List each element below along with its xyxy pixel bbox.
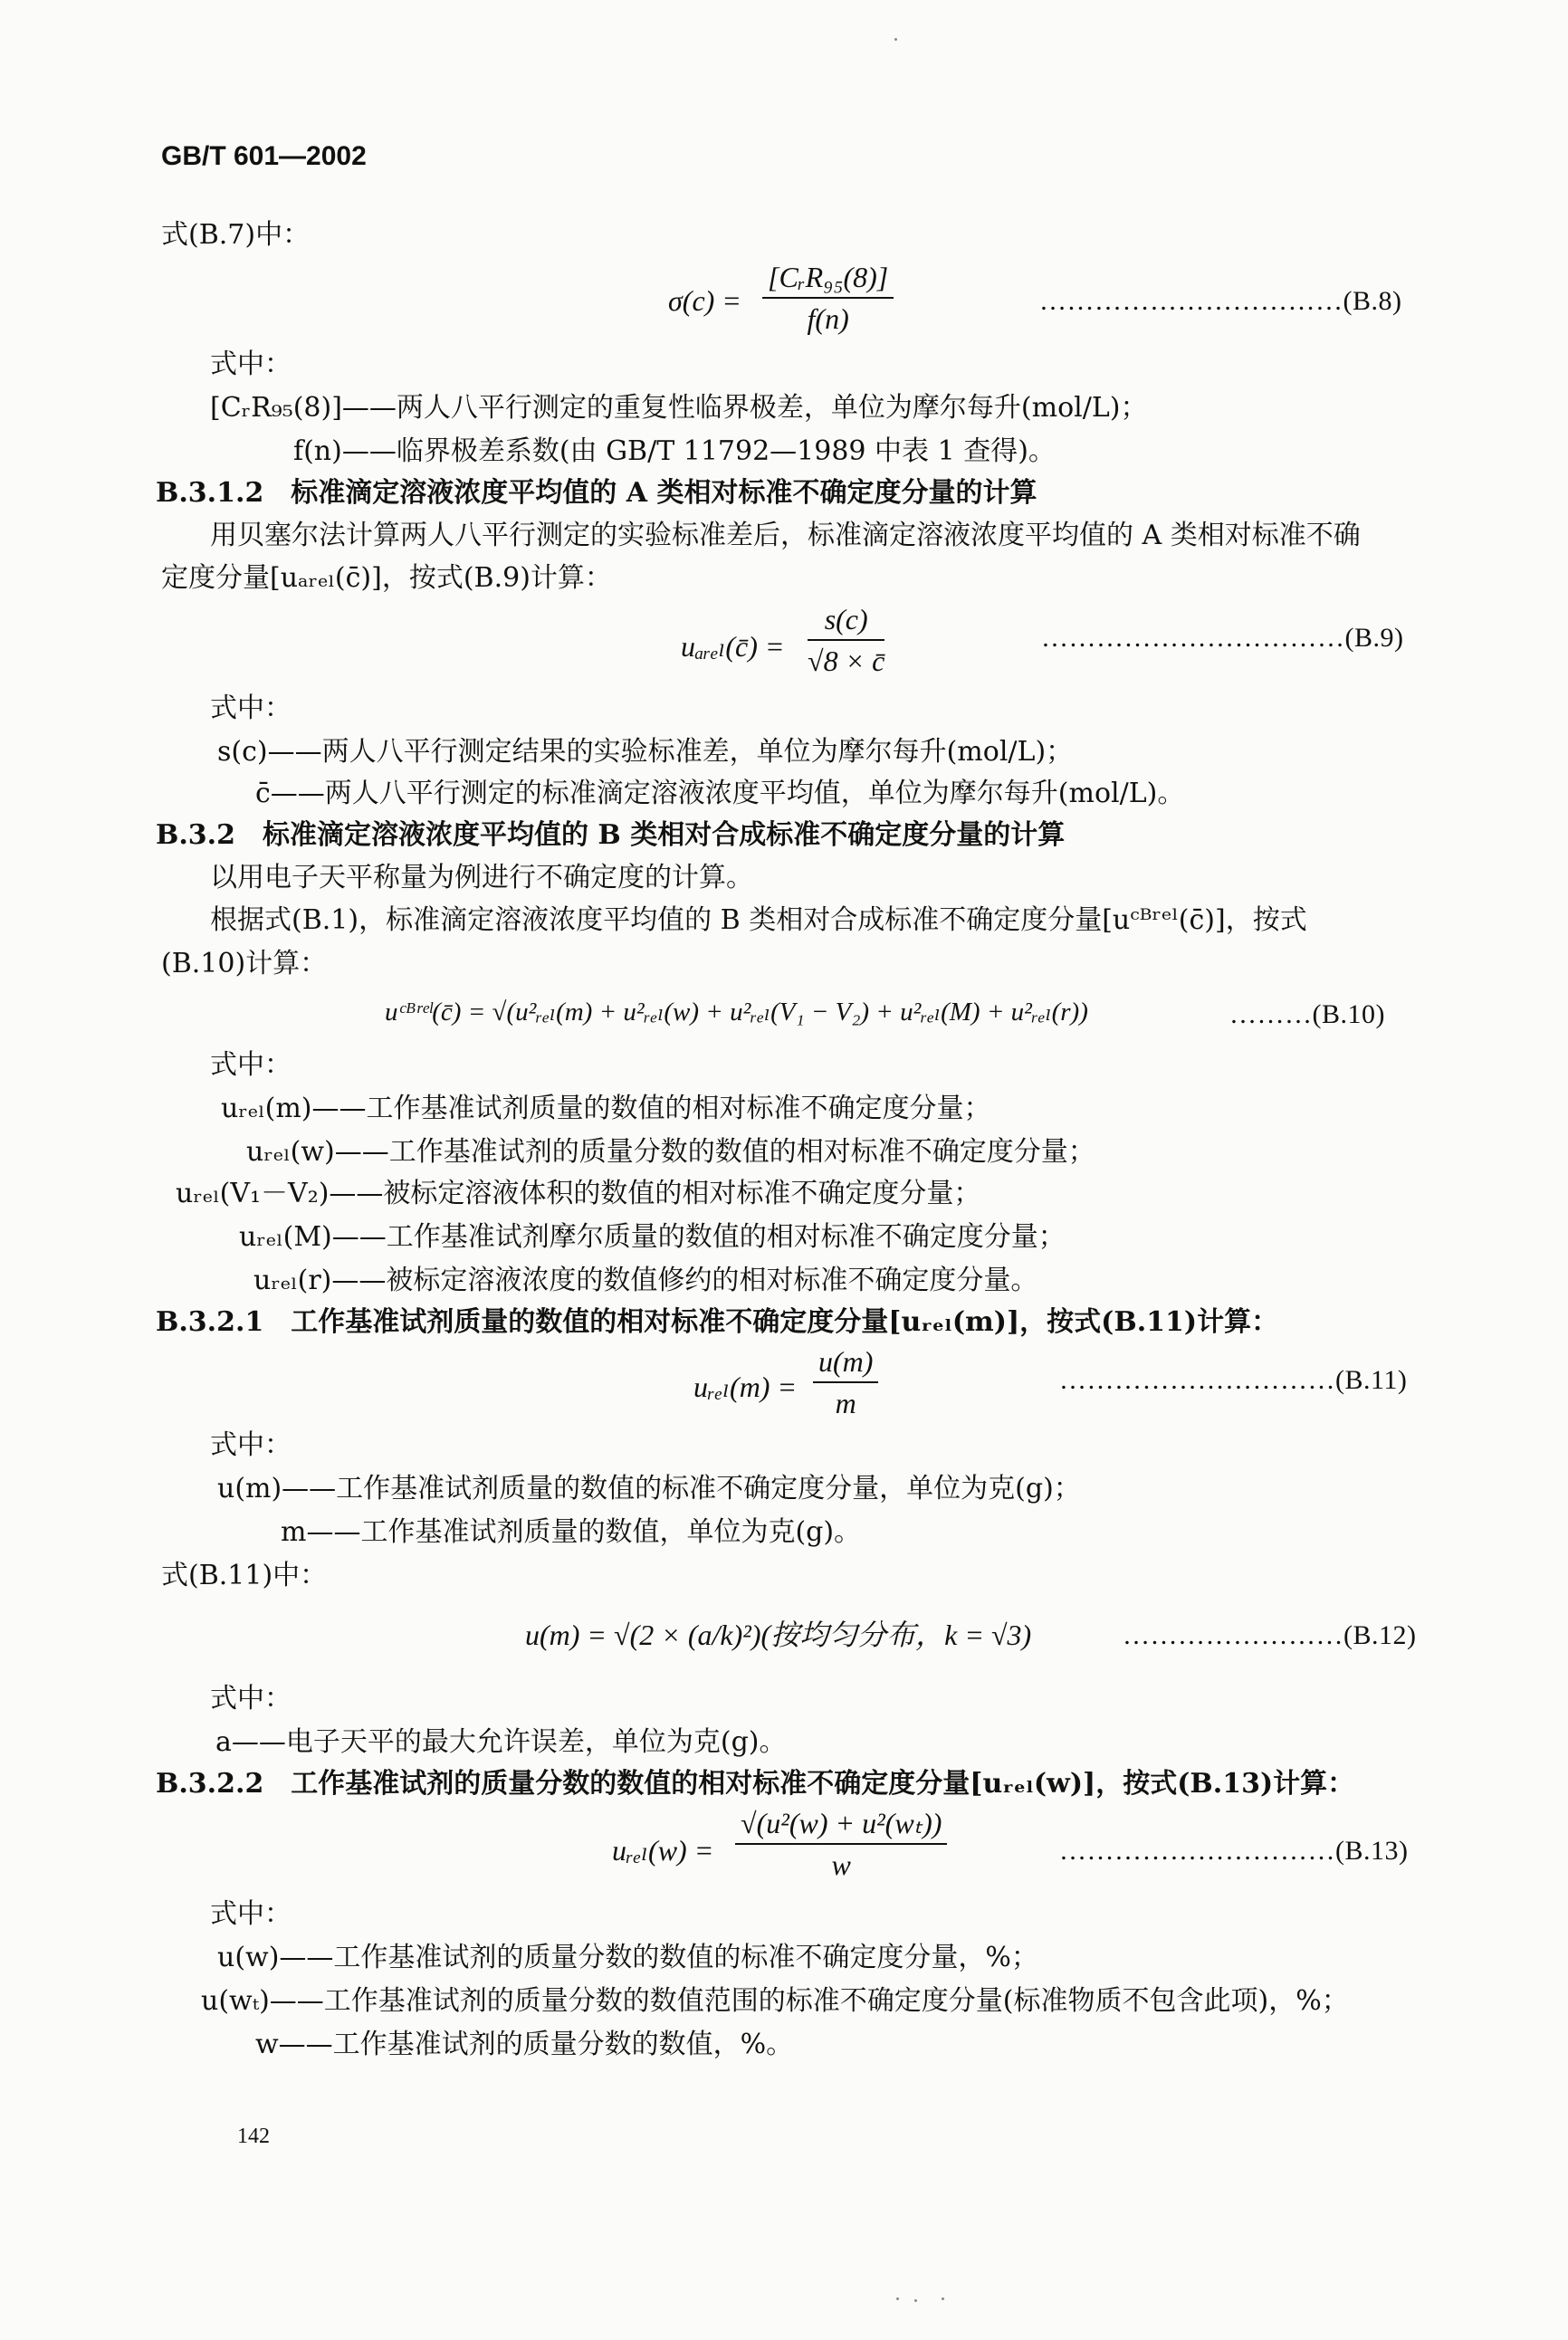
equation-b13-denominator: w xyxy=(831,1848,851,1881)
equation-b9-fraction xyxy=(808,605,884,675)
equation-b13-fraction xyxy=(735,1809,947,1879)
text-line: 式中： xyxy=(210,1683,292,1714)
definition-line: f(n)——临界极差系数(由 GB/T 11792—1989 中表 1 查得)。 xyxy=(293,435,1056,467)
paragraph-line: (B.10)计算： xyxy=(161,948,328,979)
definition-line: uᵣₑₗ(V₁－V₂)——被标定溶液体积的数值的相对标准不确定度分量； xyxy=(176,1178,981,1209)
text-line: 式(B.11)中： xyxy=(161,1560,328,1591)
scan-speck xyxy=(894,38,897,41)
paragraph-line: 用贝塞尔法计算两人八平行测定的实验标准差后，标准滴定溶液浓度平均值的 A 类相对标准不确 xyxy=(210,520,1361,551)
equation-b11-label: …………………………(B.11) xyxy=(1059,1365,1408,1395)
equation-b8-denominator: f(n) xyxy=(807,302,849,335)
text-line: 式中： xyxy=(210,692,292,724)
definition-line: u(wₜ)——工作基准试剂的质量分数的数值范围的标准不确定度分量(标准物质不包含此项)，%； xyxy=(201,1985,1349,2017)
equation-b11-numerator: u(m) xyxy=(813,1347,878,1383)
equation-b9-numerator: s(c) xyxy=(808,605,884,641)
definition-line: u(w)——工作基准试剂的质量分数的数值的标准不确定度分量，%； xyxy=(217,1942,1038,1973)
equation-b9-denominator: √8 × c̄ xyxy=(808,645,885,677)
definition-line: uᵣₑₗ(M)——工作基准试剂摩尔质量的数值的相对标准不确定度分量； xyxy=(239,1221,1066,1253)
scan-speck xyxy=(942,2297,944,2300)
paragraph-line: 根据式(B.1)，标准滴定溶液浓度平均值的 B 类相对合成标准不确定度分量[uᶜᴮʳᵉˡ(c̄)]，按式 xyxy=(210,904,1307,936)
equation-b11-lhs: uᵣₑₗ(m) = xyxy=(693,1371,798,1403)
equation-b8-label: ……………………………(B.8) xyxy=(1039,286,1402,316)
text-line: 式中： xyxy=(210,1898,292,1930)
standard-code: GB/T 601—2002 xyxy=(161,141,367,171)
text-line: 式中： xyxy=(210,1049,292,1081)
equation-b9-label: ……………………………(B.9) xyxy=(1041,623,1404,653)
scan-speck xyxy=(896,2297,899,2300)
definition-line: [CᵣR₉₅(8)]——两人八平行测定的重复性临界极差，单位为摩尔每升(mol/L)； xyxy=(210,392,1148,424)
equation-b8-fraction xyxy=(762,263,894,333)
equation-b12: u(m) = √(2 × (a/k)²)(按均匀分布，k = √3) xyxy=(525,1619,1032,1651)
equation-b10: uᶜᴮʳᵉˡ(c̄) = √(u²ᵣₑₗ(m) + u²ᵣₑₗ(w) + u²ᵣₑₗ(V₁ − V₂) + u²ᵣₑₗ(M) + u²ᵣₑₗ(r)) xyxy=(385,998,1088,1027)
equation-b11-fraction xyxy=(813,1347,878,1418)
section-heading: B.3.2 标准滴定溶液浓度平均值的 B 类相对合成标准不确定度分量的计算 xyxy=(156,819,1066,851)
equation-b8-lhs: σ(c) = xyxy=(668,284,741,317)
equation-b13-numerator: √(u²(w) + u²(wₜ)) xyxy=(735,1809,947,1845)
definition-line: w——工作基准试剂的质量分数的数值，%。 xyxy=(255,2029,794,2060)
definition-line: uᵣₑₗ(m)——工作基准试剂质量的数值的相对标准不确定度分量； xyxy=(221,1093,991,1124)
definition-line: uᵣₑₗ(r)——被标定溶液浓度的数值修约的相对标准不确定度分量。 xyxy=(253,1265,1038,1296)
section-heading: B.3.1.2 标准滴定溶液浓度平均值的 A 类相对标准不确定度分量的计算 xyxy=(156,477,1037,509)
text-line: 式中： xyxy=(210,349,292,380)
text-line: 式(B.7)中： xyxy=(161,219,311,251)
paragraph-line: 定度分量[uₐᵣₑₗ(c̄)]，按式(B.9)计算： xyxy=(161,562,612,594)
equation-b11-denominator: m xyxy=(835,1387,856,1419)
equation-b10-label: ………(B.10) xyxy=(1229,999,1385,1029)
equation-b13-lhs: uᵣₑₗ(w) = xyxy=(612,1834,714,1867)
equation-b13-label: …………………………(B.13) xyxy=(1059,1836,1409,1866)
section-heading: B.3.2.2 工作基准试剂的质量分数的数值的相对标准不确定度分量[uᵣₑₗ(w)]，按式(B.13)计算： xyxy=(156,1768,1355,1800)
section-heading: B.3.2.1 工作基准试剂质量的数值的相对标准不确定度分量[uᵣₑₗ(m)]，按式(B.11)计算： xyxy=(156,1306,1279,1338)
definition-line: uᵣₑₗ(w)——工作基准试剂的质量分数的数值的相对标准不确定度分量； xyxy=(246,1136,1095,1168)
page-number: 142 xyxy=(237,2125,270,2148)
paragraph-line: 以用电子天平称量为例进行不确定度的计算。 xyxy=(210,862,753,893)
equation-b9-lhs: uₐᵣₑₗ(c̄) = xyxy=(681,630,785,663)
definition-line: m——工作基准试剂质量的数值，单位为克(g)。 xyxy=(281,1516,862,1548)
scan-speck xyxy=(914,2299,917,2302)
text-line: 式中： xyxy=(210,1429,292,1461)
definition-line: c̄——两人八平行测定的标准滴定溶液浓度平均值，单位为摩尔每升(mol/L)。 xyxy=(255,778,1185,809)
equation-b8-numerator: [CᵣR₉₅(8)] xyxy=(762,263,894,299)
definition-line: u(m)——工作基准试剂质量的数值的标准不确定度分量，单位为克(g)； xyxy=(217,1473,1081,1504)
definition-line: s(c)——两人八平行测定结果的实验标准差，单位为摩尔每升(mol/L)； xyxy=(217,736,1074,768)
definition-line: a——电子天平的最大允许误差，单位为克(g)。 xyxy=(215,1726,787,1758)
equation-b12-label: ……………………(B.12) xyxy=(1123,1620,1417,1650)
